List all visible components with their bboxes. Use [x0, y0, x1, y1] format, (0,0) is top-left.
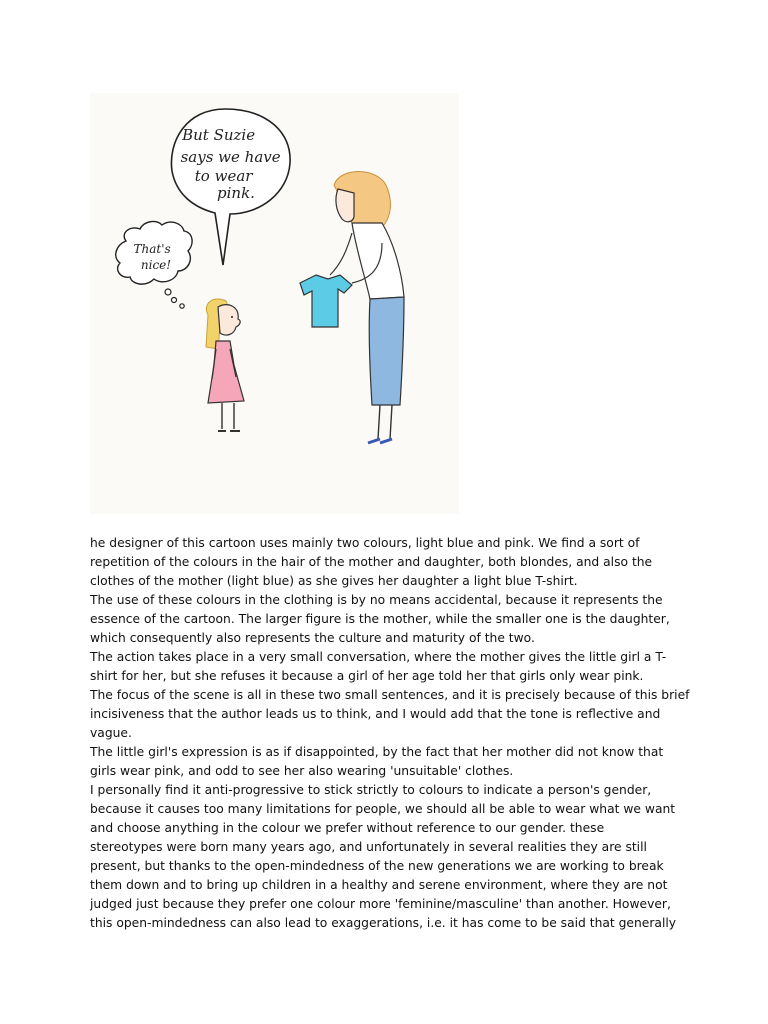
speech-line-3: to wear: [194, 167, 253, 185]
speech-line-2: says we have: [180, 148, 281, 166]
text-line: judged just because they prefer one colour more 'feminine/masculine' than another. However,: [90, 897, 671, 911]
text-line: The little girl's expression is as if disappointed, by the fact that her mother did not know that: [90, 745, 664, 759]
text-line: repetition of the colours in the hair of the mother and daughter, both blondes, and also the: [90, 555, 653, 569]
speech-line-4: pink.: [217, 184, 255, 202]
text-line: because it causes too many limitations for people, we should all be able to wear what we want: [90, 802, 676, 816]
text-line: girls wear pink, and odd to see her also wearing 'unsuitable' clothes.: [90, 764, 514, 778]
thought-bubble: [116, 222, 192, 309]
text-line: I personally find it anti-progressive to stick strictly to colours to indicate a person's gender,: [90, 783, 652, 797]
thought-line-1: That's: [133, 242, 171, 256]
cartoon-illustration: [90, 93, 459, 514]
mother-figure: [300, 172, 404, 444]
text-line: shirt for her, but she refuses it because a girl of her age told her that girls only wear pink.: [90, 669, 644, 683]
text-line: The use of these colours in the clothing is by no means accidental, because it represents the: [90, 593, 663, 607]
text-line: present, but thanks to the open-mindedness of the new generations we are working to break: [90, 859, 664, 873]
speech-line-1: But Suzie: [182, 126, 256, 144]
girl-figure: [206, 299, 244, 431]
text-line: them down and to bring up children in a healthy and serene environment, where they are not: [90, 878, 668, 892]
text-line: incisiveness that the author leads us to think, and I would add that the tone is reflective and: [90, 707, 661, 721]
text-line: which consequently also represents the culture and maturity of the two.: [90, 631, 535, 645]
text-line: vague.: [90, 726, 132, 740]
text-line: stereotypes were born many years ago, and unfortunately in several realities they are still: [90, 840, 647, 854]
text-line: The focus of the scene is all in these two small sentences, and it is precisely because of this brief: [90, 688, 690, 702]
body-text: [90, 534, 690, 933]
text-line: he designer of this cartoon uses mainly two colours, light blue and pink. We find a sort of: [90, 536, 640, 550]
text-line: clothes of the mother (light blue) as she gives her daughter a light blue T-shirt.: [90, 574, 578, 588]
text-line: this open-mindedness can also lead to exaggerations, i.e. it has come to be said that generally: [90, 916, 677, 930]
thought-line-2: nice!: [140, 258, 172, 272]
text-line: and choose anything in the colour we prefer without reference to our gender. these: [90, 821, 605, 835]
text-line: The action takes place in a very small conversation, where the mother gives the little girl a T-: [90, 650, 667, 664]
text-line: essence of the cartoon. The larger figure is the mother, while the smaller one is the daughter,: [90, 612, 670, 626]
